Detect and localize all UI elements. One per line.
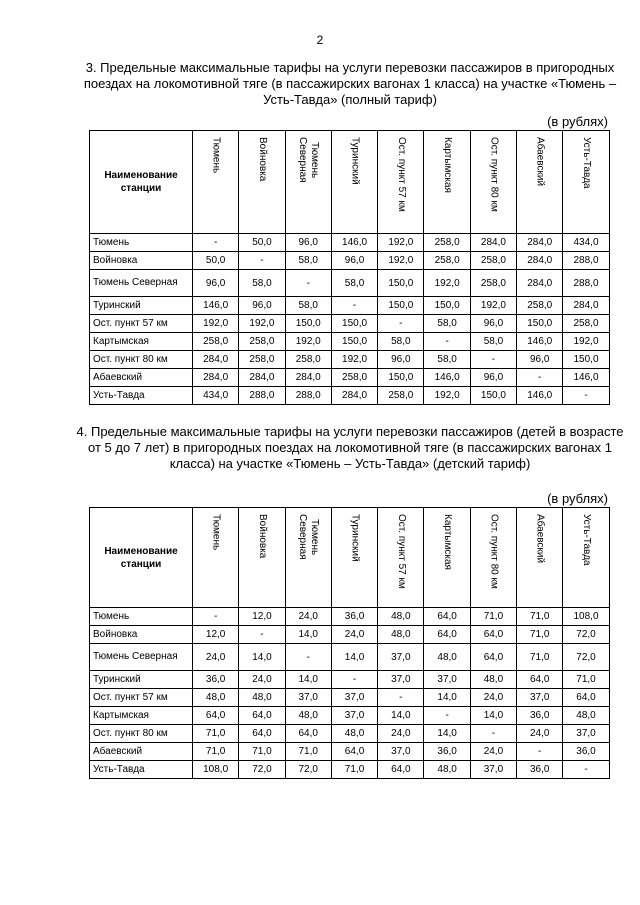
table-row — [90, 351, 610, 369]
tariff-cell: 50,0 — [239, 234, 285, 252]
tariff-cell: 72,0 — [239, 761, 285, 779]
tariff-cell: 14,0 — [378, 707, 424, 725]
tariff-cell: 37,0 — [517, 689, 563, 707]
tariff-cell: 58,0 — [424, 351, 470, 369]
station-name: Ост. пункт 57 км — [90, 689, 193, 707]
tariff-cell: 192,0 — [378, 252, 424, 270]
tariff-cell: 37,0 — [378, 743, 424, 761]
tariff-cell: 37,0 — [424, 671, 470, 689]
tariff-cell: 96,0 — [517, 351, 563, 369]
column-header — [563, 131, 609, 234]
tariff-cell: 58,0 — [470, 333, 516, 351]
tariff-cell: 48,0 — [331, 725, 377, 743]
station-name: Тюмень — [90, 608, 193, 626]
tariff-cell: 58,0 — [424, 315, 470, 333]
column-header-label: Войновка — [256, 137, 268, 182]
tariff-cell: 284,0 — [331, 387, 377, 405]
tariff-cell: 64,0 — [470, 626, 516, 644]
tariff-cell: 96,0 — [193, 270, 239, 297]
tariff-cell: 48,0 — [424, 761, 470, 779]
tariff-cell: 258,0 — [517, 297, 563, 315]
table-row — [90, 369, 610, 387]
column-header — [517, 131, 563, 234]
column-header-label: Тюмень — [210, 137, 222, 174]
tariff-cell: 14,0 — [424, 725, 470, 743]
tariff-cell: - — [424, 707, 470, 725]
column-header-label: Абаевский — [534, 137, 546, 187]
tariff-cell: 284,0 — [193, 369, 239, 387]
tariff-cell: 14,0 — [331, 644, 377, 671]
tariff-cell: 37,0 — [331, 689, 377, 707]
tariff-cell: 64,0 — [193, 707, 239, 725]
tariff-cell: - — [470, 351, 516, 369]
column-header — [470, 131, 516, 234]
table-row — [90, 644, 610, 671]
tariff-cell: 24,0 — [331, 626, 377, 644]
tariff-cell: 24,0 — [193, 644, 239, 671]
tariff-cell: 71,0 — [517, 608, 563, 626]
tariff-cell: - — [331, 297, 377, 315]
table-row — [90, 234, 610, 252]
station-name: Картымская — [90, 333, 193, 351]
tariff-cell: - — [424, 333, 470, 351]
column-header — [424, 508, 470, 608]
tariff-cell: 37,0 — [378, 644, 424, 671]
table-row — [90, 387, 610, 405]
tariff-cell: - — [285, 644, 331, 671]
column-header-label: Ост. пункт 57 км — [395, 137, 407, 212]
column-header — [470, 508, 516, 608]
column-header-label: Туринский — [349, 514, 361, 562]
tariff-cell: 58,0 — [331, 270, 377, 297]
tariff-cell: 434,0 — [193, 387, 239, 405]
column-header-label: Тюмень Северная — [297, 514, 321, 560]
tariff-cell: - — [378, 689, 424, 707]
tariff-cell: 64,0 — [239, 707, 285, 725]
tariff-cell: 258,0 — [470, 252, 516, 270]
column-header-label: Туринский — [349, 137, 361, 185]
tariff-cell: 36,0 — [517, 761, 563, 779]
tariff-cell: 96,0 — [470, 369, 516, 387]
tariff-cell: 48,0 — [378, 608, 424, 626]
station-name: Абаевский — [90, 743, 193, 761]
tariff-cell: 24,0 — [378, 725, 424, 743]
tariff-cell: 64,0 — [285, 725, 331, 743]
tariff-cell: 64,0 — [424, 608, 470, 626]
tariff-cell: 24,0 — [470, 743, 516, 761]
column-header-label: Картымская — [442, 514, 454, 570]
tariff-cell: 48,0 — [378, 626, 424, 644]
tariff-cell: 258,0 — [424, 234, 470, 252]
tariff-cell: 192,0 — [470, 297, 516, 315]
tariff-cell: 150,0 — [378, 297, 424, 315]
tariff-cell: 64,0 — [378, 761, 424, 779]
column-header-label: Ост. пункт 80 км — [488, 514, 500, 589]
station-name: Ост. пункт 80 км — [90, 725, 193, 743]
column-header — [285, 508, 331, 608]
table-row — [90, 743, 610, 761]
section3-units: (в рублях) — [547, 114, 608, 129]
tariff-cell: 192,0 — [378, 234, 424, 252]
tariff-cell: - — [285, 270, 331, 297]
column-header-label: Ост. пункт 57 км — [395, 514, 407, 589]
tariff-cell: 71,0 — [517, 626, 563, 644]
tariff-cell: - — [239, 626, 285, 644]
tariff-cell: 71,0 — [193, 725, 239, 743]
tariff-cell: 72,0 — [563, 626, 609, 644]
tariff-cell: 12,0 — [239, 608, 285, 626]
tariff-cell: 284,0 — [470, 234, 516, 252]
tariff-cell: - — [193, 234, 239, 252]
tariff-cell: 48,0 — [239, 689, 285, 707]
tariff-cell: - — [470, 725, 516, 743]
station-name: Войновка — [90, 626, 193, 644]
tariff-cell: 37,0 — [331, 707, 377, 725]
station-name: Туринский — [90, 671, 193, 689]
tariff-cell: 146,0 — [193, 297, 239, 315]
header-row — [90, 131, 610, 234]
tariff-cell: 192,0 — [424, 387, 470, 405]
table-row — [90, 252, 610, 270]
tariff-cell: 37,0 — [378, 671, 424, 689]
table-row — [90, 297, 610, 315]
tariff-cell: 24,0 — [285, 608, 331, 626]
tariff-cell: 96,0 — [285, 234, 331, 252]
tariff-cell: 96,0 — [470, 315, 516, 333]
column-header — [193, 508, 239, 608]
tariff-cell: 108,0 — [193, 761, 239, 779]
tariff-cell: 71,0 — [517, 644, 563, 671]
tariff-cell: 36,0 — [424, 743, 470, 761]
column-header — [424, 131, 470, 234]
section3-title: 3. Предельные максимальные тарифы на услуги перевозки пассажиров в пригородных поездах на локомотивной тяге (в пассажирских вагонах 1 класса) на участке «Тюмень – Усть-Тавда» (полный тариф) — [83, 60, 617, 107]
tariff-cell: 50,0 — [193, 252, 239, 270]
tariff-cell: 258,0 — [378, 387, 424, 405]
column-header-label: Картымская — [442, 137, 454, 193]
tariff-cell: 434,0 — [563, 234, 609, 252]
tariff-cell: 284,0 — [517, 252, 563, 270]
tariff-cell: 288,0 — [563, 252, 609, 270]
tariff-cell: 192,0 — [331, 351, 377, 369]
tariff-cell: 64,0 — [239, 725, 285, 743]
tariff-cell: 48,0 — [563, 707, 609, 725]
tariff-cell: 150,0 — [378, 270, 424, 297]
station-name: Усть-Тавда — [90, 761, 193, 779]
tariff-cell: - — [378, 315, 424, 333]
column-header-label: Абаевский — [534, 514, 546, 564]
column-header-label: Усть-Тавда — [581, 514, 593, 566]
table-row — [90, 270, 610, 297]
table-row — [90, 761, 610, 779]
tariff-cell: 146,0 — [424, 369, 470, 387]
tariff-cell: - — [517, 369, 563, 387]
station-name: Тюмень — [90, 234, 193, 252]
tariff-cell: 258,0 — [424, 252, 470, 270]
tariff-cell: 64,0 — [563, 689, 609, 707]
tariff-cell: 258,0 — [239, 333, 285, 351]
station-name: Тюмень Северная — [90, 270, 193, 297]
tariff-cell: 150,0 — [517, 315, 563, 333]
tariff-cell: - — [563, 387, 609, 405]
tariff-cell: - — [563, 761, 609, 779]
tariff-cell: 108,0 — [563, 608, 609, 626]
tariff-cell: 192,0 — [563, 333, 609, 351]
tariff-cell: 58,0 — [239, 270, 285, 297]
table-row — [90, 725, 610, 743]
tariff-cell: 24,0 — [517, 725, 563, 743]
tariff-cell: 284,0 — [517, 270, 563, 297]
tariff-cell: 64,0 — [517, 671, 563, 689]
tariff-cell: 258,0 — [193, 333, 239, 351]
tariff-cell: 37,0 — [563, 725, 609, 743]
section4-title: 4. Предельные максимальные тарифы на услуги перевозки пассажиров (детей в возрасте от 5 до 7 лет) в пригородных поездах на локомотивной тяге (в пассажирских вагонах 1 класса) на участке «Тюмень – Усть-Тавда» (детский тариф) — [76, 424, 624, 471]
column-header-label: Тюмень Северная — [297, 137, 321, 183]
tariff-cell: 64,0 — [424, 626, 470, 644]
tariff-cell: 71,0 — [239, 743, 285, 761]
tariff-cell: 64,0 — [470, 644, 516, 671]
table-row — [90, 315, 610, 333]
tariff-cell: 48,0 — [193, 689, 239, 707]
table-row — [90, 333, 610, 351]
page-number: 2 — [316, 33, 324, 47]
station-name: Ост. пункт 80 км — [90, 351, 193, 369]
corner-header: Наименование станции — [90, 508, 193, 608]
tariff-cell: 96,0 — [239, 297, 285, 315]
tariff-cell: 284,0 — [563, 297, 609, 315]
tariff-cell: 150,0 — [424, 297, 470, 315]
header-row — [90, 508, 610, 608]
tariff-cell: 36,0 — [331, 608, 377, 626]
column-header — [378, 508, 424, 608]
tariff-cell: 96,0 — [378, 351, 424, 369]
column-header-label: Войновка — [256, 514, 268, 559]
tariff-cell: 146,0 — [517, 387, 563, 405]
tariff-cell: 288,0 — [563, 270, 609, 297]
table-row — [90, 707, 610, 725]
tariff-cell: 24,0 — [239, 671, 285, 689]
tariff-cell: 258,0 — [239, 351, 285, 369]
tariff-cell: 288,0 — [239, 387, 285, 405]
tariff-cell: - — [331, 671, 377, 689]
tariff-cell: 58,0 — [285, 252, 331, 270]
tariff-cell: 284,0 — [285, 369, 331, 387]
tariff-cell: 192,0 — [193, 315, 239, 333]
column-header — [331, 508, 377, 608]
station-name: Туринский — [90, 297, 193, 315]
tariff-cell: 150,0 — [285, 315, 331, 333]
tariff-cell: 192,0 — [239, 315, 285, 333]
column-header — [193, 131, 239, 234]
tariff-cell: 14,0 — [239, 644, 285, 671]
station-name: Тюмень Северная — [90, 644, 193, 671]
column-header — [331, 131, 377, 234]
tariff-cell: 150,0 — [331, 315, 377, 333]
tariff-cell: - — [517, 743, 563, 761]
tariff-cell: 192,0 — [424, 270, 470, 297]
tariff-cell: 14,0 — [285, 626, 331, 644]
table-row — [90, 689, 610, 707]
tariff-cell: 48,0 — [470, 671, 516, 689]
column-header — [285, 131, 331, 234]
tariff-cell: 14,0 — [424, 689, 470, 707]
column-header-label: Тюмень — [210, 514, 222, 551]
column-header — [563, 508, 609, 608]
tariff-cell: 258,0 — [563, 315, 609, 333]
station-name: Картымская — [90, 707, 193, 725]
tariff-cell: - — [239, 252, 285, 270]
tariff-cell: 14,0 — [470, 707, 516, 725]
tariff-cell: 258,0 — [470, 270, 516, 297]
tariff-cell: 146,0 — [331, 234, 377, 252]
tariff-cell: 72,0 — [285, 761, 331, 779]
tariff-cell: 71,0 — [563, 671, 609, 689]
tariff-cell: 284,0 — [193, 351, 239, 369]
child-tariff-table — [89, 507, 610, 779]
tariff-cell: 71,0 — [285, 743, 331, 761]
column-header — [239, 131, 285, 234]
full-tariff-table — [89, 130, 610, 405]
column-header-label: Усть-Тавда — [581, 137, 593, 189]
tariff-cell: 24,0 — [470, 689, 516, 707]
column-header — [239, 508, 285, 608]
tariff-cell: 37,0 — [285, 689, 331, 707]
tariff-cell: 12,0 — [193, 626, 239, 644]
tariff-cell: 36,0 — [517, 707, 563, 725]
tariff-cell: 150,0 — [331, 333, 377, 351]
tariff-cell: 71,0 — [331, 761, 377, 779]
tariff-cell: 48,0 — [285, 707, 331, 725]
tariff-cell: 36,0 — [563, 743, 609, 761]
tariff-cell: 72,0 — [563, 644, 609, 671]
table-row — [90, 626, 610, 644]
corner-header: Наименование станции — [90, 131, 193, 234]
tariff-cell: 58,0 — [285, 297, 331, 315]
section4-units: (в рублях) — [547, 491, 608, 506]
station-name: Войновка — [90, 252, 193, 270]
tariff-cell: 284,0 — [239, 369, 285, 387]
tariff-cell: 258,0 — [331, 369, 377, 387]
tariff-cell: 150,0 — [378, 369, 424, 387]
tariff-cell: 58,0 — [378, 333, 424, 351]
column-header-label: Ост. пункт 80 км — [488, 137, 500, 212]
tariff-cell: 192,0 — [285, 333, 331, 351]
tariff-cell: 150,0 — [470, 387, 516, 405]
tariff-cell: 284,0 — [517, 234, 563, 252]
tariff-cell: 48,0 — [424, 644, 470, 671]
tariff-cell: 258,0 — [285, 351, 331, 369]
table-row — [90, 608, 610, 626]
tariff-cell: 64,0 — [331, 743, 377, 761]
tariff-cell: 146,0 — [563, 369, 609, 387]
station-name: Абаевский — [90, 369, 193, 387]
tariff-cell: 146,0 — [517, 333, 563, 351]
station-name: Ост. пункт 57 км — [90, 315, 193, 333]
column-header — [378, 131, 424, 234]
tariff-cell: 36,0 — [193, 671, 239, 689]
tariff-cell: 71,0 — [470, 608, 516, 626]
tariff-cell: 150,0 — [563, 351, 609, 369]
tariff-cell: 37,0 — [470, 761, 516, 779]
table-row — [90, 671, 610, 689]
tariff-cell: - — [193, 608, 239, 626]
tariff-cell: 288,0 — [285, 387, 331, 405]
station-name: Усть-Тавда — [90, 387, 193, 405]
tariff-cell: 71,0 — [193, 743, 239, 761]
tariff-cell: 14,0 — [285, 671, 331, 689]
column-header — [517, 508, 563, 608]
tariff-cell: 96,0 — [331, 252, 377, 270]
